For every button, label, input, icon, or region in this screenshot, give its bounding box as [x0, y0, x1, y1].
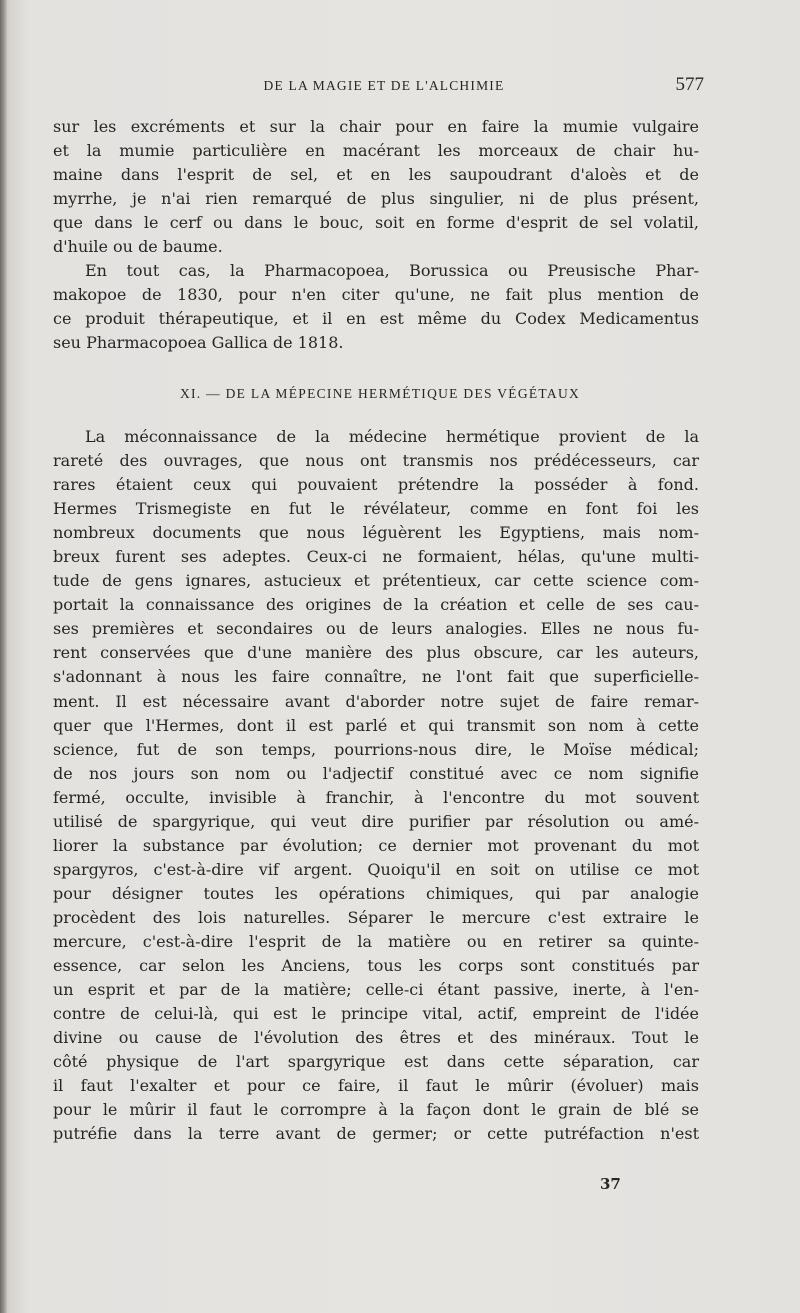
- text-line: makopoe de 1830, pour n'en citer qu'une, ne fait plus mention de: [53, 285, 699, 305]
- text-line: spargyros, c'est-à-dire vif argent. Quoiqu'il en soit on utilise ce mot: [53, 859, 699, 879]
- text-line: et la mumie particulière en macérant les morceaux de chair hu-: [53, 141, 699, 161]
- text-line: fermé, occulte, invisible à franchir, à l'encontre du mot souvent: [53, 787, 699, 807]
- book-binding-edge: [0, 0, 7, 1313]
- text-line: rareté des ouvrages, que nous ont transmis nos prédécesseurs, car: [53, 451, 699, 471]
- text-line: il faut l'exalter et pour ce faire, il faut le mûrir (évoluer) mais: [53, 1076, 699, 1096]
- text-line: La méconnaissance de la médecine hermétique provient de la: [85, 427, 699, 446]
- text-line: seu Pharmacopoea Gallica de 1818.: [53, 333, 344, 353]
- text-line: un esprit et par de la matière; celle-ci étant passive, inerte, à l'en-: [53, 980, 699, 1000]
- text-line: nombreux documents que nous léguèrent les Egyptiens, mais nom-: [53, 523, 699, 543]
- text-line: essence, car selon les Anciens, tous les corps sont constitués par: [53, 956, 699, 976]
- text-line: myrrhe, je n'ai rien remarqué de plus singulier, ni de plus présent,: [53, 189, 699, 209]
- text-line: putréfie dans la terre avant de germer; or cette putréfaction n'est: [53, 1124, 699, 1144]
- text-line: pour désigner toutes les opérations chimiques, qui par analogie: [53, 883, 699, 903]
- text-line: contre de celui-là, qui est le principe vital, actif, empreint de l'idée: [53, 1004, 699, 1024]
- text-line: d'huile ou de baume.: [53, 237, 223, 257]
- section-heading: XI. — DE LA MÉPECINE HERMÉTIQUE DES VÉGÉTAUX: [179, 386, 581, 401]
- text-line: divine ou cause de l'évolution des êtres et des minéraux. Tout le: [53, 1028, 699, 1048]
- text-line: liorer la substance par évolution; ce dernier mot provenant du mot: [53, 835, 699, 855]
- text-line: science, fut de son temps, pourrions-nous dire, le Moïse médical;: [53, 739, 699, 759]
- text-line: procèdent des lois naturelles. Séparer le mercure c'est extraire le: [53, 907, 699, 927]
- paragraph-3: [53, 425, 699, 1146]
- text-line: que dans le cerf ou dans le bouc, soit en forme d'esprit de sel volatil,: [53, 213, 699, 233]
- signature-mark: 37: [600, 1175, 621, 1193]
- text-line: maine dans l'esprit de sel, et en les saupoudrant d'aloès et de: [53, 165, 699, 185]
- text-line: ment. Il est nécessaire avant d'aborder notre sujet de faire remar-: [53, 691, 699, 711]
- text-line: pour le mûrir il faut le corrompre à la façon dont le grain de blé se: [53, 1100, 699, 1120]
- text-line: de nos jours son nom ou l'adjectif constitué avec ce nom signifie: [53, 763, 699, 783]
- text-line: rent conservées que d'une manière des plus obscure, car les auteurs,: [53, 643, 699, 663]
- text-line: quer que l'Hermes, dont il est parlé et qui transmit son nom à cette: [53, 715, 699, 735]
- text-line: rares étaient ceux qui pouvaient prétendre la posséder à fond.: [53, 475, 699, 495]
- text-line: utilisé de spargyrique, qui veut dire purifier par résolution ou amé-: [53, 811, 699, 831]
- text-line: s'adonnant à nous les faire connaître, ne l'ont fait que superficielle-: [53, 667, 699, 687]
- text-line: sur les excréments et sur la chair pour en faire la mumie vulgaire: [53, 117, 699, 136]
- paragraph-1: [53, 115, 699, 259]
- text-line: mercure, c'est-à-dire l'esprit de la matière ou en retirer sa quinte-: [53, 931, 699, 951]
- text-line: En tout cas, la Pharmacopoea, Borussica ou Preusische Phar-: [85, 261, 699, 280]
- text-line: portait la connaissance des origines de la création et celle de ses cau-: [53, 595, 699, 615]
- text-line: côté physique de l'art spargyrique est dans cette séparation, car: [53, 1052, 699, 1072]
- text-line: ses premières et secondaires ou de leurs analogies. Elles ne nous fu-: [53, 619, 699, 639]
- text-line: Hermes Trismegiste en fut le révélateur, comme en font foi les: [53, 499, 699, 519]
- paragraph-2: [53, 259, 699, 355]
- text-line: breux furent ses adeptes. Ceux-ci ne formaient, hélas, qu'une multi-: [53, 547, 699, 567]
- page-number: 577: [675, 74, 704, 95]
- text-line: tude de gens ignares, astucieux et prétentieux, car cette science com-: [53, 571, 699, 591]
- running-head: DE LA MAGIE ET DE L'ALCHIMIE: [263, 78, 505, 93]
- page-header: [60, 74, 708, 98]
- text-line: ce produit thérapeutique, et il en est même du Codex Medicamentus: [53, 309, 699, 329]
